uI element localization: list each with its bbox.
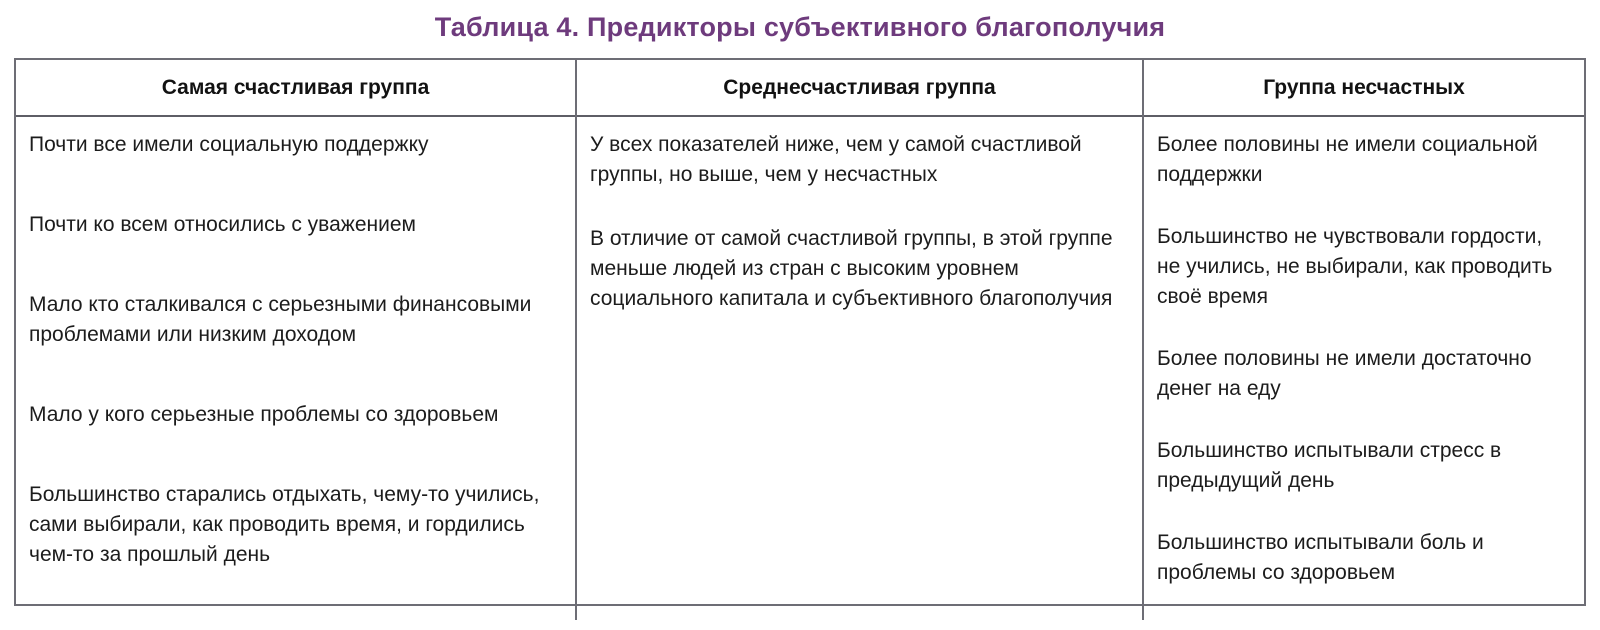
column-body-medium [577,117,1142,620]
cell-text: Мало кто сталкивался с серьезными финансовыми проблемами или низким доходом [29,293,532,346]
cell-text: В отличие от самой счастливой группы, в этой группе меньше людей из стран с высоким уровнем социального капитала и субъективного благополучия [590,227,1113,310]
column-medium-happy-group [577,60,1144,620]
cell-text: Большинство испытывали стресс в предыдущий день [1157,439,1502,492]
column-body-happiest [16,117,575,620]
cell-text: Более половины не имели социальной поддержки [1157,133,1538,186]
column-header-medium: Среднесчастливая группа [577,60,1142,117]
column-unhappy-group [1144,60,1584,620]
column-header-happiest: Самая счастливая группа [16,60,575,117]
column-header-unhappy: Группа несчастных [1144,60,1584,117]
cell-text: Мало у кого серьезные проблемы со здоровьем [29,403,499,426]
cell-text: Более половины не имели достаточно денег на еду [1157,347,1532,400]
cell-text: Большинство испытывали боль и проблемы со здоровьем [1157,531,1484,584]
cell-text: Почти все имели социальную поддержку [29,133,429,156]
column-body-unhappy [1144,117,1584,620]
predictors-table [14,58,1586,606]
cell-text: Большинство старались отдыхать, чему-то учились, сами выбирали, как проводить время, и гордились чем-то за прошлый день [29,483,540,566]
column-happiest-group [16,60,577,620]
table-title: Таблица 4. Предикторы субъективного благополучия [434,12,1166,42]
cell-text: Большинство не чувствовали гордости, не учились, не выбирали, как проводить своё время [1157,225,1553,308]
cell-text: Почти ко всем относились с уважением [29,213,416,236]
cell-text: У всех показателей ниже, чем у самой счастливой группы, но выше, чем у несчастных [590,133,1082,186]
